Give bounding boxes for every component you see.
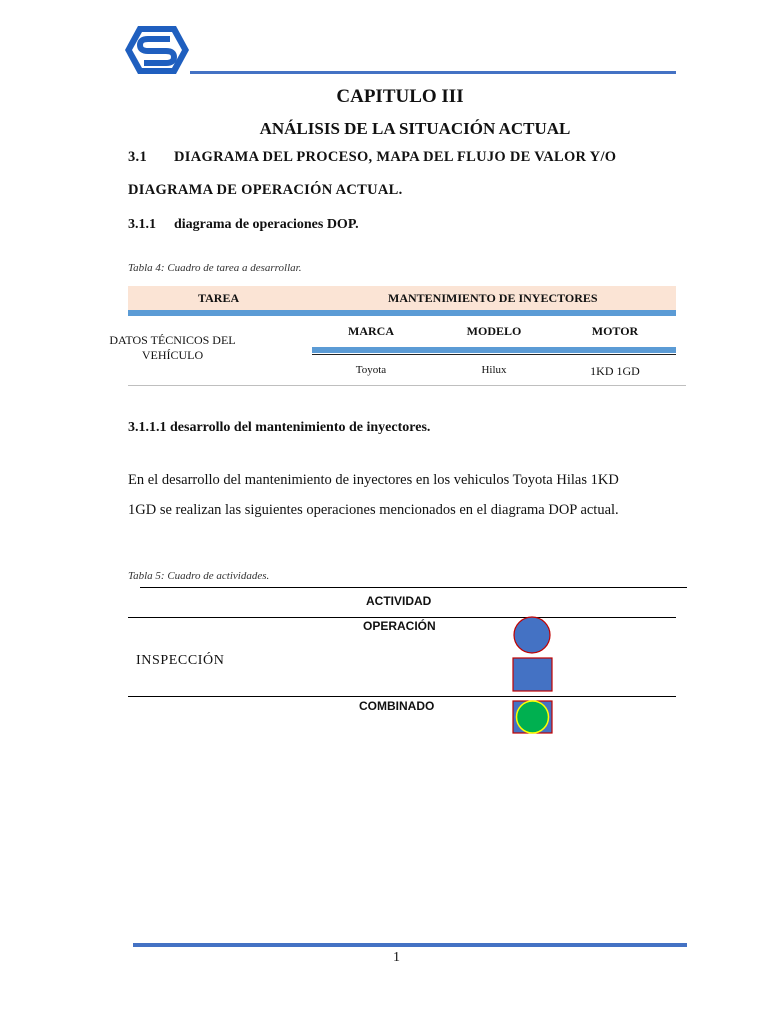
table5-row-combinado: COMBINADO xyxy=(359,699,435,713)
table4-subheader-marca: MARCA xyxy=(348,324,394,338)
table4-col1-header: TAREA xyxy=(198,291,240,305)
section-title-line1: DIAGRAMA DEL PROCESO, MAPA DEL FLUJO DE VALOR Y/O xyxy=(174,149,617,165)
section-3-1-heading-line2: DIAGRAMA DE OPERACIÓN ACTUAL. xyxy=(128,182,403,198)
table4-value-marca: Toyota xyxy=(355,364,387,376)
table4-value-modelo: Hilux xyxy=(481,364,507,376)
footer-rule xyxy=(133,943,687,947)
table4-bottom-rule xyxy=(128,385,686,386)
table4-caption: Tabla 4: Cuadro de tarea a desarrollar. xyxy=(128,262,302,274)
table5-row-operacion: OPERACIÓN xyxy=(363,619,436,633)
table4-subheader-motor: MOTOR xyxy=(591,324,639,338)
section-title: diagrama de operaciones DOP. xyxy=(174,217,359,232)
table4-divider xyxy=(312,354,676,355)
row-label-line2: VEHÍCULO xyxy=(141,348,204,362)
dop-symbols xyxy=(510,615,556,737)
table4-col2-header: MANTENIMIENTO DE INYECTORES xyxy=(388,291,598,305)
table5-row-inspeccion: INSPECCIÓN xyxy=(136,653,225,668)
chapter-subtitle: ANÁLISIS DE LA SITUACIÓN ACTUAL xyxy=(259,119,571,138)
row-label-line1: DATOS TÉCNICOS DEL xyxy=(109,333,236,347)
combined-circle-icon xyxy=(517,701,549,733)
paragraph-line2: 1GD se realizan las siguientes operaciones mencionados en el diagrama DOP actual. xyxy=(128,502,619,518)
inspection-square-icon xyxy=(513,658,552,691)
table4-subheader-modelo: MODELO xyxy=(466,324,522,338)
table4-header-row xyxy=(128,286,676,310)
table4-subheader-bar xyxy=(312,347,676,353)
section-3-1-heading xyxy=(128,149,616,166)
paragraph-line1: En el desarrollo del mantenimiento de inyectores en los vehiculos Toyota Hilas 1KD xyxy=(128,472,619,488)
table4-header-bar xyxy=(128,310,676,316)
section-3-1-1-heading xyxy=(128,217,359,233)
table5-caption: Tabla 5: Cuadro de actividades. xyxy=(128,570,270,582)
header-rule xyxy=(190,71,676,74)
section-3-1-1-1-heading: 3.1.1.1 desarrollo del mantenimiento de inyectores. xyxy=(128,420,431,435)
table5-header: ACTIVIDAD xyxy=(366,594,432,608)
table4-value-motor: 1KD 1GD xyxy=(590,364,640,378)
company-logo-icon xyxy=(124,24,190,76)
table5-header-rule xyxy=(128,617,676,618)
chapter-title: CAPITULO III xyxy=(336,86,464,107)
table5-row-rule xyxy=(128,696,676,697)
body-paragraph xyxy=(128,465,668,525)
table4-row-label xyxy=(100,333,245,363)
page-number: 1 xyxy=(393,950,400,965)
section-number: 3.1 xyxy=(128,149,148,165)
section-number: 3.1.1 xyxy=(128,217,156,232)
operation-circle-icon xyxy=(514,617,550,653)
table5-top-rule xyxy=(140,587,687,588)
